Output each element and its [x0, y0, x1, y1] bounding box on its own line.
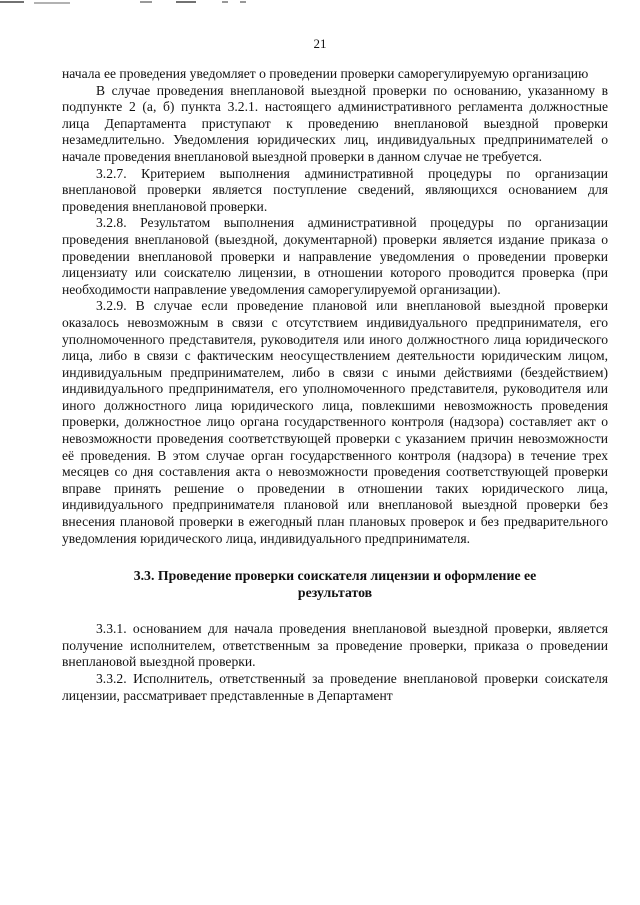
paragraph: 3.2.7. Критерием выполнения административной процедуры по организации внеплановой проверки является поступление сведений, являющихся основанием для проведения внеплановой проверки. — [62, 165, 608, 214]
scan-edge-marks — [0, 0, 330, 6]
paragraph: В случае проведения внеплановой выездной проверки по основанию, указанному в подпункте 2 (а, б) пункта 3.2.1. настоящего административного регламента должностные лица Департамента приступают к проведению внеплановой выездной проверки незамедлительно. Уведомления юридических лиц, индивидуальных предпринимателей о начале проведения внеплановой выездной проверки в данном случае не требуется. — [62, 82, 608, 164]
paragraph: 3.2.8. Результатом выполнения административной процедуры по организации проведения внеплановой (выездной, документарной) проверки является издание приказа о проведении внеплановой проверки и направление уведомления о проведении проверки лицензиату или соискателю лицензии, в отношении которого проводится проверка (при необходимости направление уведомления саморегулируемой организации). — [62, 215, 608, 297]
document-body — [62, 66, 608, 704]
page-number: 21 — [313, 36, 327, 51]
paragraph: начала ее проведения уведомляет о проведении проверки саморегулируемую организацию — [62, 66, 589, 81]
paragraph: 3.3.1. основанием для начала проведения внеплановой выездной проверки, является получение исполнителем, ответственным за проведение проверки, приказа о проведении внеплановой выездной проверки. — [62, 621, 608, 670]
section-heading: 3.3. Проведение проверки соискателя лицензии и оформление ее результатов — [133, 568, 537, 601]
paragraph: 3.2.9. В случае если проведение плановой или внеплановой выездной проверки оказалось невозможным в связи с отсутствием индивидуального предпринимателя, его уполномоченного представителя, руководителя или иного должностного лица юридического лица, либо в связи с фактическим неосуществлением деятельности юридическим лицом, индивидуальным предпринимателем, либо в связи с иными действиями (бездействием) индивидуального предпринимателя, его уполномоченного представителя, руководителя или иного должностного лица юридического лица, повлекшими невозможность проведения проверки, должностное лицо органа государственного контроля (надзора) составляет акт о невозможности проведения соответствующей проверки с указанием причин невозможности её проведения. В этом случае орган государственного контроля (надзора) в течение трех месяцев со дня составления акта о невозможности проведения соответствующей проверки вправе принять решение о проведении в отношении таких юридического лица, индивидуального предпринимателя плановой или внеплановой выездной проверки без внесения плановой проверки в ежегодный план плановых проверок и без предварительного уведомления юридического лица, индивидуального предпринимателя. — [62, 298, 608, 546]
paragraph: 3.3.2. Исполнитель, ответственный за проведение внеплановой проверки соискателя лицензии, рассматривает представленные в Департамент — [62, 671, 608, 703]
